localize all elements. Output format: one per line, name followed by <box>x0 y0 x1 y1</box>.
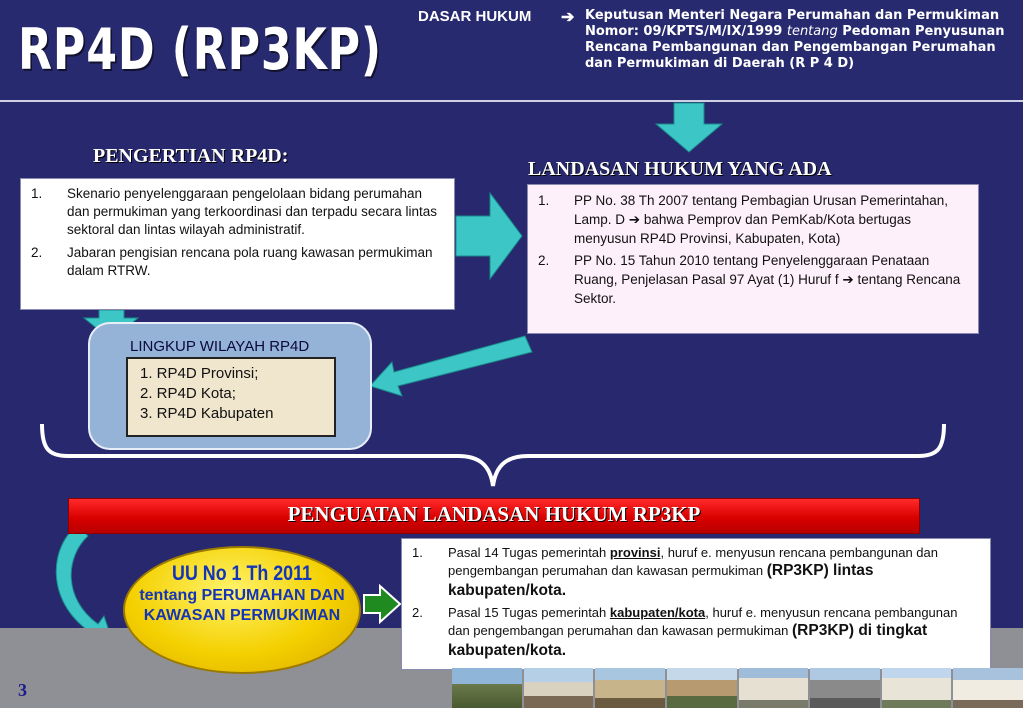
list-item: 3. RP4D Kabupaten <box>140 405 274 422</box>
list-item <box>21 244 446 280</box>
list-text-emphasis: (RP3KP) di tingkat kabupaten/kota. <box>448 622 928 659</box>
photo-housing-1 <box>452 668 522 708</box>
list-text-post: , huruf e. menyusun rencana pembangunan dan pengembangan perumahan dan kawasan permukiman <box>448 545 939 578</box>
dasar-arrow-icon: ➔ <box>561 9 575 26</box>
landasan-list <box>528 191 970 308</box>
lingkup-title: LINGKUP WILAYAH RP4D <box>130 338 310 355</box>
photo-housing-5 <box>739 668 809 708</box>
penguatan-box <box>401 538 991 670</box>
pengertian-box <box>20 178 455 310</box>
kabupaten-link-text: kabupaten/kota <box>609 605 706 620</box>
landasan-box <box>527 184 979 334</box>
list-item <box>402 545 982 601</box>
penguatan-banner-text: PENGUATAN LANDASAN HUKUM RP3KP <box>287 502 701 526</box>
list-item <box>528 191 970 248</box>
photo-housing-7 <box>882 668 952 708</box>
uu-subtitle: tentang PERUMAHAN DAN KAWASAN PERMUKIMAN <box>139 587 345 624</box>
photo-housing-8 <box>953 668 1023 708</box>
landasan-heading: LANDASAN HUKUM YANG ADA <box>528 158 832 180</box>
dasar-text-rest: Pedoman Penyusunan Rencana Pembangunan dan Pengembangan Perumahan dan Permukiman di Daerah (R P 4 D) <box>585 24 1005 71</box>
list-number: 2. <box>412 605 423 620</box>
photo-housing-4 <box>667 668 737 708</box>
list-item: 2. RP4D Kota; <box>140 385 236 402</box>
page-number: 3 <box>18 680 27 700</box>
list-text: Skenario penyelenggaraan pengelolaan bidang perumahan dan permukiman yang terkoordinasi dan terpadu secara lintas sektoral dan lintas wilayah administratif. <box>67 186 437 237</box>
curly-brace <box>38 420 948 490</box>
list-number: 1. <box>538 193 550 208</box>
page-title: RP4D (RP3KP) <box>18 16 382 83</box>
photo-strip <box>452 668 1023 708</box>
photo-housing-3 <box>595 668 665 708</box>
list-text-emphasis: (RP3KP) lintas kabupaten/kota. <box>448 562 874 599</box>
provinsi-link-text: provinsi <box>609 545 661 560</box>
list-item <box>402 605 982 661</box>
uu-title: UU No 1 Th 2011 <box>172 562 312 585</box>
photo-housing-6 <box>810 668 880 708</box>
list-text: Pasal 14 Tugas pemerintah <box>448 545 610 560</box>
list-text: PP No. 38 Th 2007 tentang Pembagian Urusan Pemerintahan, Lamp. D ➔ bahwa Pemprov dan PemKab/Kota bertugas menyusun RP4D Provinsi, Kabupaten, Kota) <box>574 193 948 246</box>
green-arrow-icon <box>362 584 402 624</box>
list-number: 2. <box>538 253 550 268</box>
list-text-post: , huruf e. menyusun rencana pembangunan dan pengembangan perumahan dan kawasan permukiman <box>448 605 958 638</box>
list-number: 2. <box>31 245 43 260</box>
curved-arrow-icon <box>56 525 112 640</box>
penguatan-list <box>402 545 982 661</box>
pengertian-list <box>21 185 446 280</box>
down-arrow-icon <box>656 103 722 152</box>
list-item <box>21 185 446 239</box>
diagonal-arrow-icon <box>370 336 532 396</box>
list-text: PP No. 15 Tahun 2010 tentang Penyelenggaraan Penataan Ruang, Penjelasan Pasal 97 Ayat (1) Huruf f ➔ tentang Rencana Sektor. <box>574 253 961 306</box>
list-number: 1. <box>31 186 43 201</box>
list-item: 1. RP4D Provinsi; <box>140 365 259 382</box>
pengertian-heading: PENGERTIAN RP4D: <box>93 145 289 167</box>
right-arrow-icon <box>456 193 522 279</box>
list-text: Pasal 15 Tugas pemerintah <box>448 605 610 620</box>
dasar-hukum-label: DASAR HUKUM <box>418 8 532 25</box>
dasar-text-main: Keputusan Menteri Negara Perumahan dan Permukiman Nomor: 09/KPTS/M/IX/1999 <box>585 8 1000 39</box>
list-text: Jabaran pengisian rencana pola ruang kawasan permukiman dalam RTRW. <box>67 245 433 278</box>
list-number: 1. <box>412 545 423 560</box>
photo-housing-2 <box>524 668 594 708</box>
dasar-text-italic: tentang <box>786 24 838 39</box>
list-item <box>528 251 970 308</box>
